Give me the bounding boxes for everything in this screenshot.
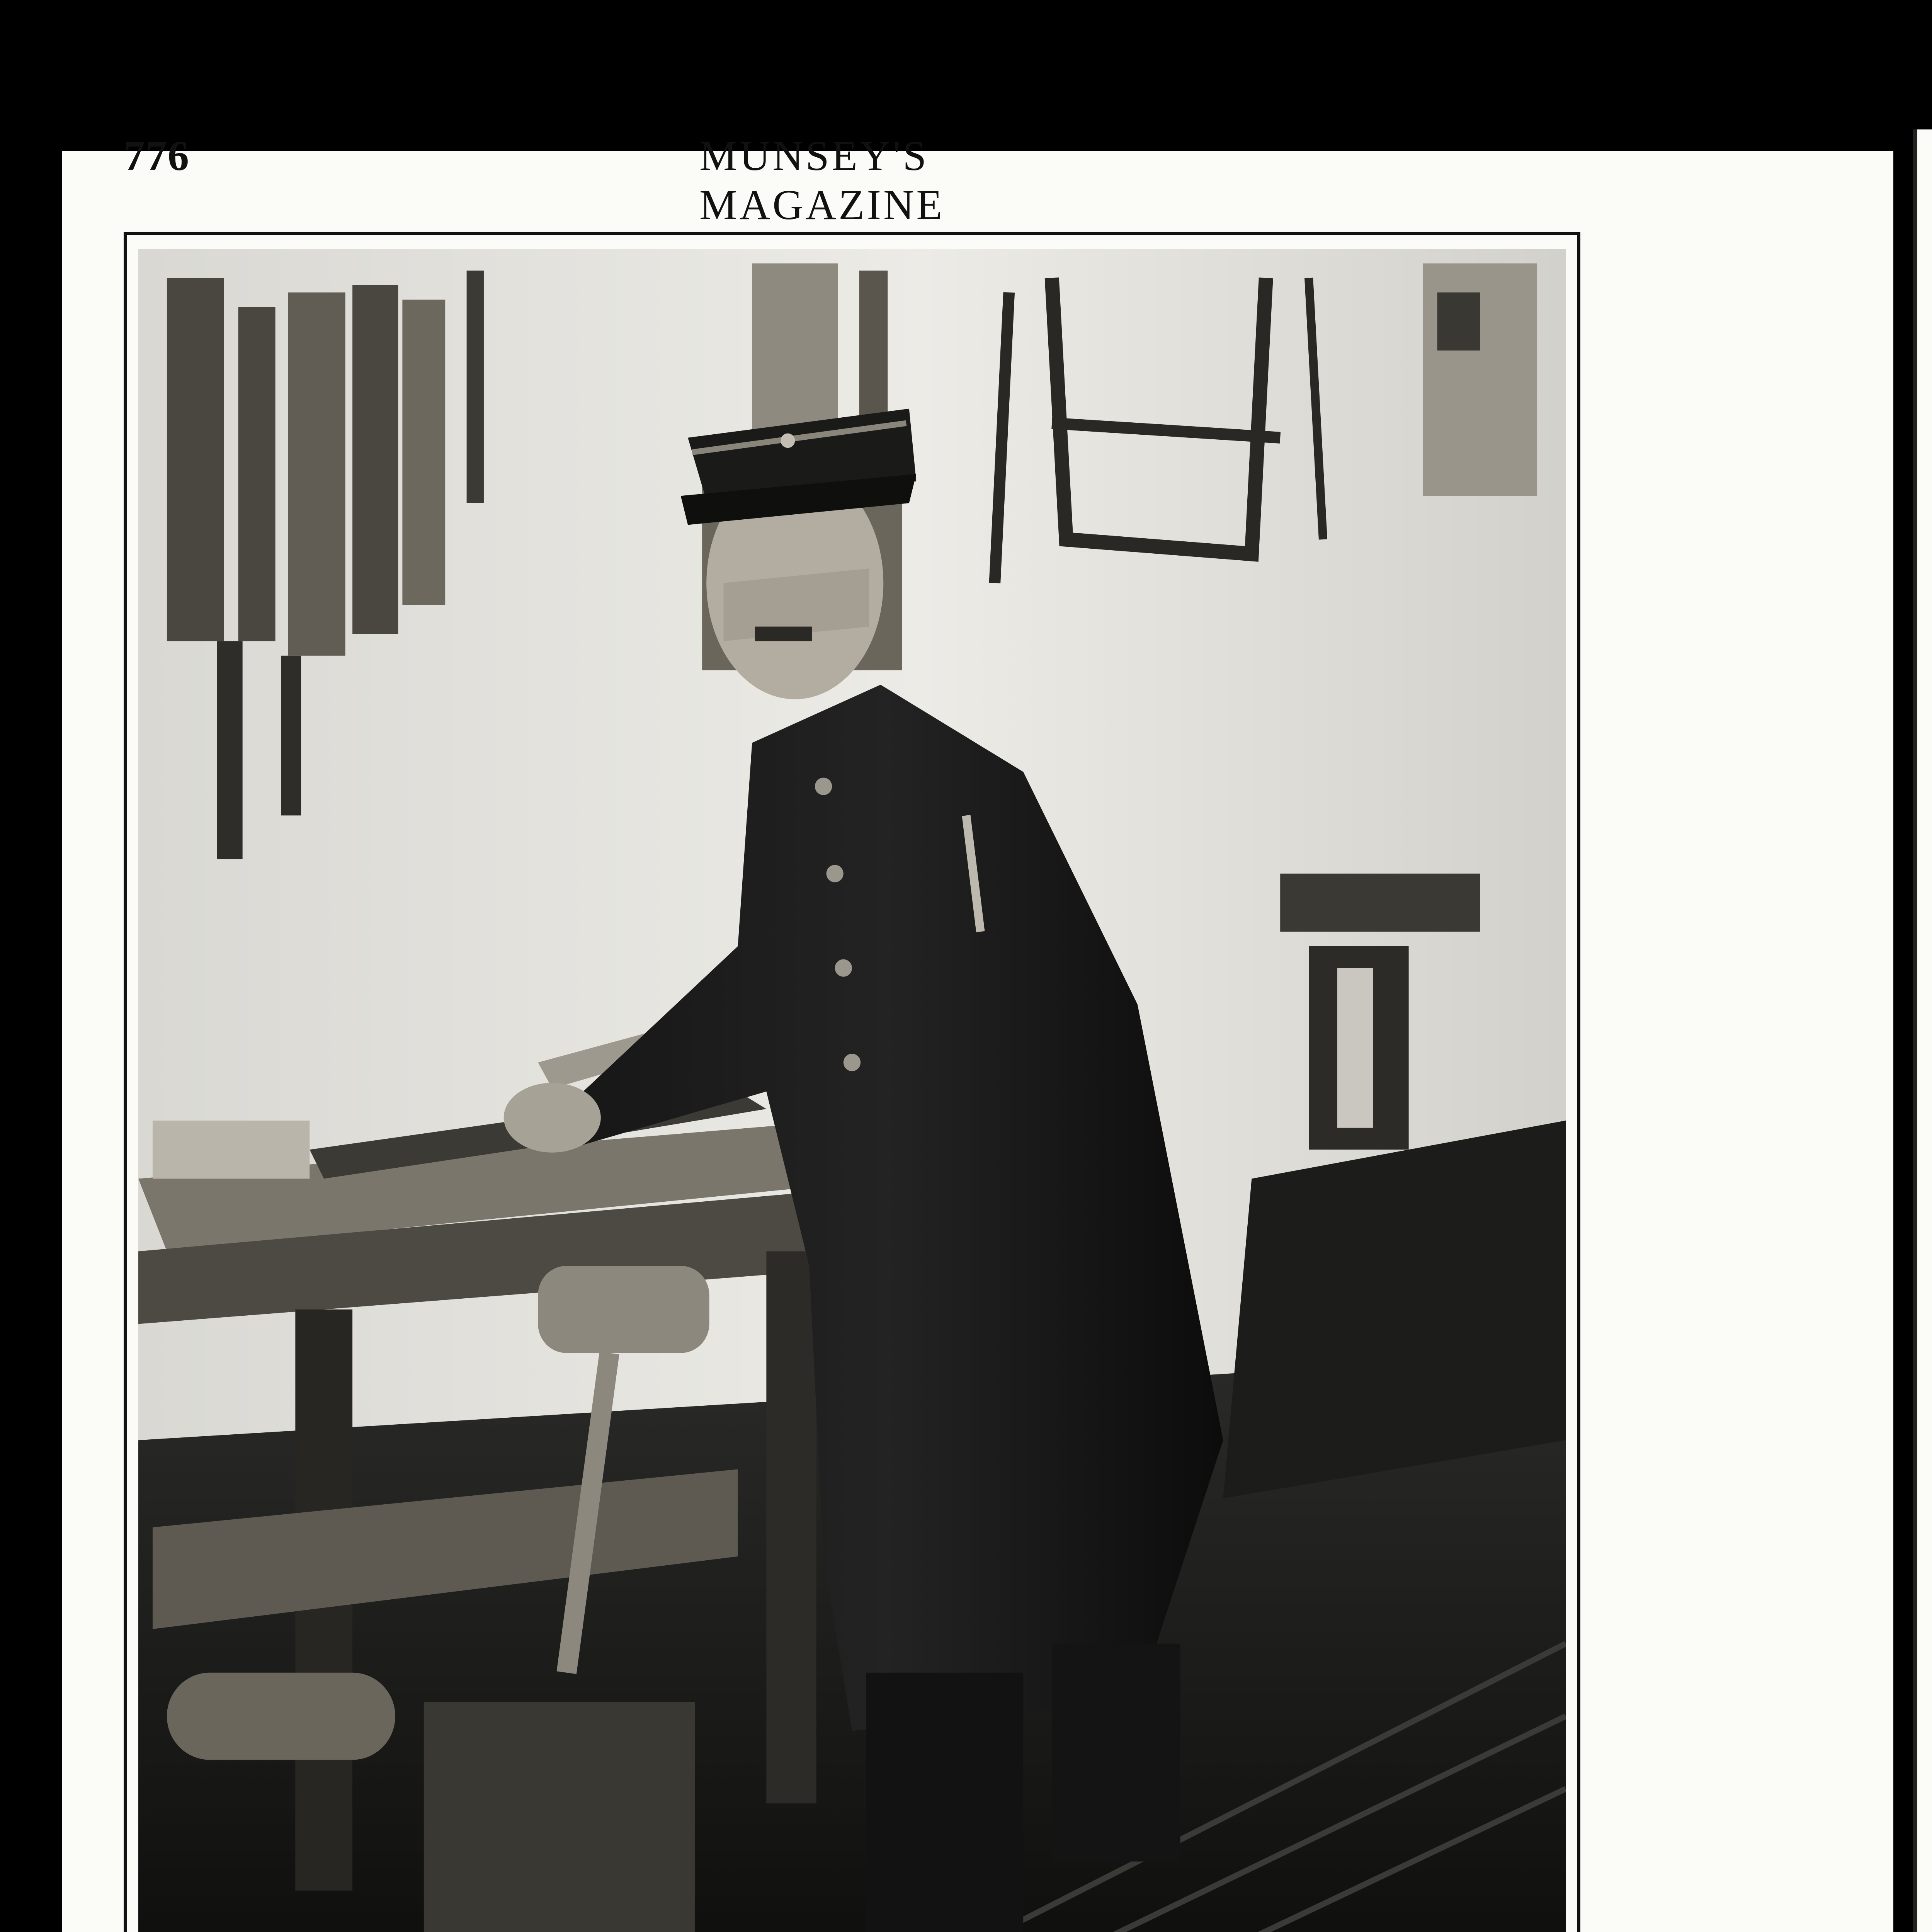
photograph-frame [124, 232, 1580, 1932]
soldier-workshop-photograph [138, 249, 1566, 1932]
magazine-title: MUNSEY'S MAGAZINE [699, 132, 945, 228]
adjacent-page-edge [1913, 129, 1932, 1932]
running-header [124, 131, 1167, 228]
page-number: 776 [124, 132, 190, 179]
